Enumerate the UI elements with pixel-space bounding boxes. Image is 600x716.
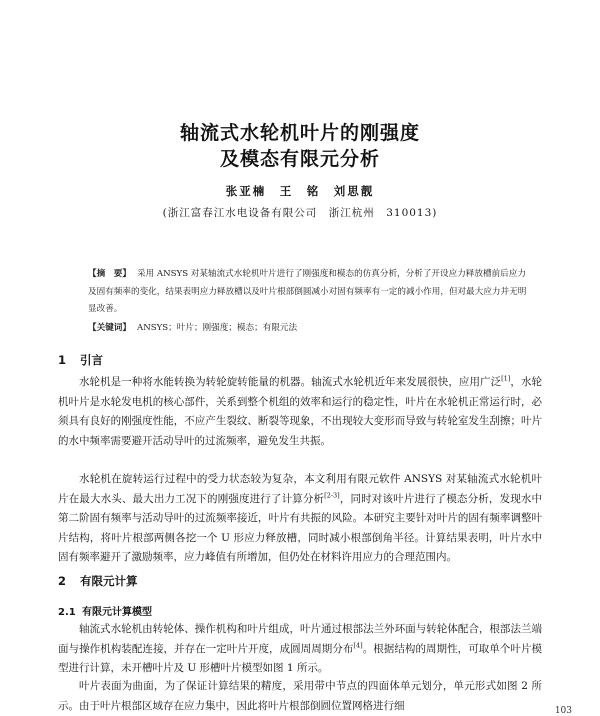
section-heading-1 (58, 352, 103, 368)
paragraph-text: 。根据结构的周期性，可取单个叶片模型进行计算，未开槽叶片及 U 形槽叶片模型如图 1 所示。 (58, 642, 543, 674)
paragraph-text: ，同时对该叶片进行了模态分析，发现水中第二阶固有频率与活动导叶的过流频率接近，叶片有共振的风险。本研究主要针对叶片的固有频率调整叶片结构，将叶片根部两侧各挖一个 U 形应力释放槽，同时减小根部倒角半径。计算结果表明，叶片水中固有频率避开了激励频率，应力峰值有所增加，但仍处在材料许用应力的合理范围内。 (58, 492, 543, 563)
paper-title-line1: 轴流式水轮机叶片的刚强度 (179, 122, 420, 144)
subsection-title: 有限元计算模型 (82, 607, 152, 618)
abstract (88, 266, 528, 319)
paragraph-text: 水轮机是一种将水能转换为转轮旋转能量的机器。轴流式水轮机近年来发展很快，应用广泛 (79, 376, 502, 388)
abstract-label: 【摘 要】 (88, 269, 131, 279)
paragraph-text: 轴流式水轮机由转轮体、操作机构和叶片组成，叶片通过根部法兰外环面与转轮体配合，根部法兰端面与操作机构装配连接，并存在一定叶片开度，成圆周周期分布 (58, 623, 542, 655)
paragraph-text: 叶片表面为曲面，为了保证计算结果的精度，采用带中节点的四面体单元划分，单元形式如图 2 所示。由于叶片根部区域存在应力集中，因此将叶片根部倒圆位置网格进行细 (58, 680, 542, 712)
affiliation: (浙江富春江水电设备有限公司 浙江杭州 310013) (162, 207, 438, 219)
subsection-number: 2.1 (58, 607, 76, 618)
section-title: 引言 (80, 353, 103, 367)
section-number: 2 (58, 574, 67, 588)
keywords-label: 【关键词】 (88, 322, 131, 333)
citation: [4] (353, 641, 363, 649)
paper-title-line2: 及模态有限元分析 (219, 148, 380, 170)
section-number: 1 (58, 353, 67, 367)
abstract-text: 采用 ANSYS 对某轴流式水轮机叶片进行了刚强度和模态的仿真分析，分析了开设应力释放槽前后应力及固有频率的变化，结果表明应力释放槽以及叶片根部倒圆减小对固有频率有一定的减小作用，但对最大应力并无明显改善。 (88, 269, 527, 314)
paragraph-text: 水轮机在旋转运行过程中的受力状态较为复杂，本文利用有限元软件 ANSYS 对某轴流式水轮机叶片在最大水头、最大出力工况下的刚强度进行了计算分析 (58, 473, 542, 505)
keywords-text: ANSYS；叶片；刚强度；模态；有限元法 (136, 322, 298, 333)
citation: [2-3] (324, 491, 340, 499)
body-paragraph (58, 620, 542, 679)
body-paragraph (58, 470, 542, 568)
section-heading-2 (58, 573, 138, 589)
body-paragraph (58, 677, 542, 716)
body-paragraph (58, 373, 542, 451)
paragraph-text: ，水轮机叶片是水轮发电机的核心部件，关系到整个机组的效率和运行的稳定性，叶片在水轮机正常运行时，必须具有良好的刚强度性能，不应产生裂纹、断裂等现象，不出现较大变形而导致与转轮室发生刮擦；叶片的水中频率需要避开活动导叶的过流频率，避免发生共振。 (58, 376, 543, 447)
citation: [1] (501, 374, 511, 383)
keywords (88, 320, 528, 338)
subsection-heading-2-1 (58, 603, 152, 618)
section-title: 有限元计算 (80, 574, 138, 588)
authors: 张亚楠 王 铭 刘思靓 (225, 184, 375, 198)
page-number: 103 (554, 706, 572, 716)
abstract-block (88, 266, 528, 337)
